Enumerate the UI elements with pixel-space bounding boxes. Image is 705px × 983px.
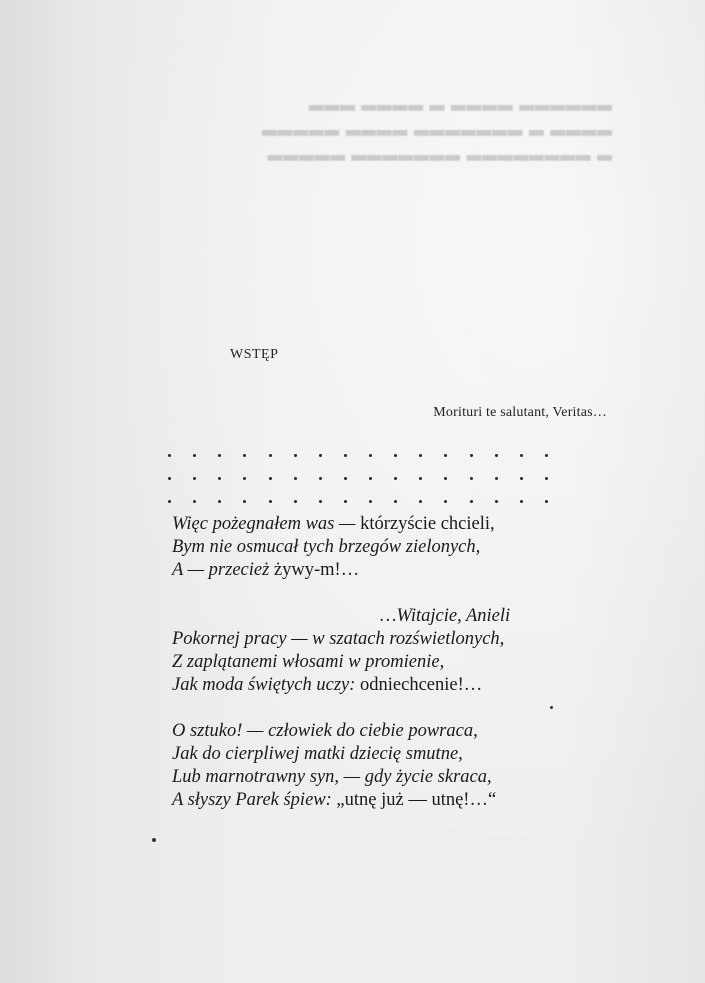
poem-line xyxy=(172,674,510,697)
poem-text: Z zaplątanemi włosami w promienie, xyxy=(172,652,445,672)
poem-line xyxy=(172,536,510,559)
show-through: ▂▂▂▂▂▂ ▂▂▂▂ ▂ ▂▂▂▂ ▂▂▂ ▂▂▂▂ ▂ ▂▂▂▂▂▂▂ ▂▂▂▂ ▂▂▂▂▂ ▂ ▂▂▂▂▂▂▂▂ ▂▂▂▂▂▂▂ ▂▂▂▂▂ xyxy=(261,90,612,161)
poem-text: odniechcenie!… xyxy=(360,675,483,695)
dot xyxy=(470,500,473,503)
poem-text: którzyście chcieli, xyxy=(360,514,495,534)
poem-line: …Witajcie, Anieli xyxy=(380,606,511,626)
poem xyxy=(172,513,510,812)
dot xyxy=(193,477,196,480)
dot xyxy=(545,477,548,480)
dot xyxy=(470,454,473,457)
dot xyxy=(520,500,523,503)
dot xyxy=(369,454,372,457)
dot xyxy=(193,454,196,457)
dot xyxy=(218,500,221,503)
poem-text: Jak moda świętych uczy: xyxy=(172,675,361,695)
dot xyxy=(444,454,447,457)
dot xyxy=(495,454,498,457)
poem-text: A — przecież xyxy=(172,560,274,580)
dot xyxy=(495,477,498,480)
poem-line xyxy=(172,766,510,789)
dot xyxy=(495,500,498,503)
poem-line xyxy=(172,628,510,651)
dot-row xyxy=(168,490,548,513)
ink-speck xyxy=(152,838,156,842)
poem-text: żywy-m!… xyxy=(273,560,360,580)
ink-speck xyxy=(550,706,553,709)
dot xyxy=(369,477,372,480)
dot xyxy=(444,477,447,480)
poem-line xyxy=(172,743,510,766)
poem-text: A słyszy Parek śpiew: xyxy=(172,790,337,810)
dot xyxy=(344,477,347,480)
poem-text: Lub marnotrawny syn, — gdy życie skraca, xyxy=(172,767,492,787)
dot xyxy=(294,454,297,457)
poem-line xyxy=(172,513,510,536)
poem-text: Więc pożegnałem was — xyxy=(172,514,361,534)
dot xyxy=(394,477,397,480)
dot xyxy=(319,454,322,457)
dot xyxy=(269,500,272,503)
dot xyxy=(269,477,272,480)
poem-line xyxy=(172,720,510,743)
dot-row xyxy=(168,444,548,467)
dot xyxy=(269,454,272,457)
dot xyxy=(294,500,297,503)
dot xyxy=(444,500,447,503)
dot xyxy=(218,454,221,457)
dot-row xyxy=(168,467,548,490)
dot xyxy=(344,454,347,457)
poem-line xyxy=(172,789,510,812)
stanza-3 xyxy=(172,720,510,812)
dot xyxy=(168,454,171,457)
dot xyxy=(319,477,322,480)
dot xyxy=(470,477,473,480)
dot xyxy=(394,454,397,457)
dot xyxy=(294,477,297,480)
dot xyxy=(243,500,246,503)
dot xyxy=(419,477,422,480)
dot xyxy=(520,454,523,457)
poem-text: Jak do cierpliwej matki dziecię smutne, xyxy=(172,744,463,764)
stanza-1 xyxy=(172,513,510,582)
poem-text: „utnę już — utnę!…“ xyxy=(336,790,497,810)
dot xyxy=(193,500,196,503)
dot xyxy=(243,454,246,457)
dot xyxy=(419,454,422,457)
poem-text: Bym nie osmucał tych brzegów zielonych, xyxy=(172,537,481,557)
dot xyxy=(545,500,548,503)
dot xyxy=(369,500,372,503)
dot xyxy=(168,477,171,480)
poem-text: O sztuko! — człowiek do ciebie powraca, xyxy=(172,721,478,741)
dot xyxy=(545,454,548,457)
section-heading: WSTĘP xyxy=(230,347,279,362)
dot xyxy=(419,500,422,503)
poem-text: Pokornej pracy — w szatach rozświetlonych, xyxy=(172,629,505,649)
dot xyxy=(218,477,221,480)
poem-line xyxy=(172,559,510,582)
poem-line xyxy=(172,651,510,674)
dot xyxy=(394,500,397,503)
dot xyxy=(243,477,246,480)
ellipsis-dots xyxy=(168,444,548,513)
dot xyxy=(168,500,171,503)
dot xyxy=(319,500,322,503)
stanza-2 xyxy=(172,628,510,697)
dot xyxy=(520,477,523,480)
dot xyxy=(344,500,347,503)
epigraph: Morituri te salutant, Veritas… xyxy=(433,405,607,420)
